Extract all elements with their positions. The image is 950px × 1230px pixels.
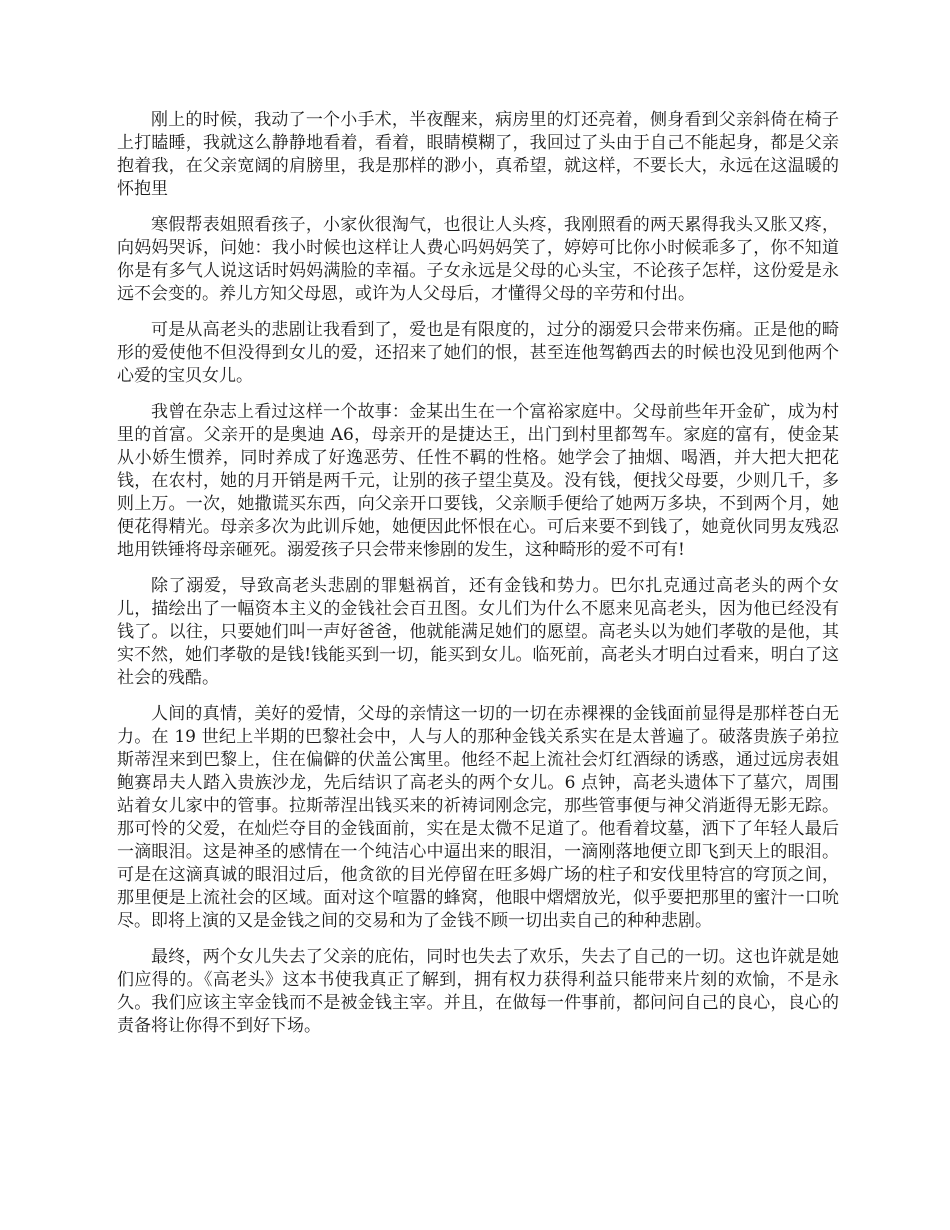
paragraph-7: 最终，两个女儿失去了父亲的庇佑，同时也失去了欢乐，失去了自己的一切。这也许就是她们应得的。《高老头》这本书使我真正了解到，拥有权力获得利益只能带来片刻的欢愉，不是永久。我们应该主宰金钱而不是被金钱主宰。并且，在做每一件事前，都问问自己的良心，良心的责备将让你得不到好下场。 — [117, 947, 839, 1036]
paragraph-6: 人间的真情，美好的爱情，父母的亲情这一切的一切在赤裸裸的金钱面前显得是那样苍白无力。在 19 世纪上半期的巴黎社会中，人与人的那种金钱关系实在是太普遍了。破落贵族子弟拉斯蒂涅来到巴黎上，住在偏僻的伏盖公寓里。他经不起上流社会灯红酒绿的诱惑，通过远房表姐鲍赛昂夫人踏入贵族沙龙，先后结识了高老头的两个女儿。6 点钟，高老头遗体下了墓穴，周围站着女儿家中的管事。拉斯蒂涅出钱买来的祈祷词刚念完，那些管事便与神父消逝得无影无踪。那可怜的父爱，在灿烂夺目的金钱面前，实在是太微不足道了。他看着坟墓，洒下了年轻人最后一滴眼泪。这是神圣的感情在一个纯洁心中逼出来的眼泪，一滴刚落地便立即飞到天上的眼泪。可是在这滴真诚的眼泪过后，他贪欲的目光停留在旺多姆广场的柱子和安伐里特宫的穹顶之间，那里便是上流社会的区域。面对这个喧嚣的蜂窝，他眼中熠熠放光，似乎要把那里的蜜汁一口吮尽。即将上演的又是金钱之间的交易和为了金钱不顾一切出卖自己的种种悲剧。 — [117, 704, 839, 931]
paragraph-2: 寒假帮表姐照看孩子，小家伙很淘气，也很让人头疼，我刚照看的两天累得我头又胀又疼，向妈妈哭诉，问她：我小时候也这样让人费心吗妈妈笑了，婷婷可比你小时候乖多了，你不知道你是有多气人说这话时妈妈满脸的幸福。子女永远是父母的心头宝，不论孩子怎样，这份爱是永远不会变的。养儿方知父母恩，或许为人父母后，才懂得父母的辛劳和付出。 — [117, 215, 839, 304]
document-body — [117, 109, 839, 1051]
paragraph-1: 刚上的时候，我动了一个小手术，半夜醒来，病房里的灯还亮着，侧身看到父亲斜倚在椅子上打瞌睡，我就这么静静地看着，看着，眼睛模糊了，我回过了头由于自己不能起身，都是父亲抱着我，在父亲宽阔的肩膀里，我是那样的渺小，真希望，就这样，不要长大，永远在这温暖的怀抱里 — [117, 110, 839, 199]
paragraph-5: 除了溺爱，导致高老头悲剧的罪魁祸首，还有金钱和势力。巴尔扎克通过高老头的两个女儿，描绘出了一幅资本主义的金钱社会百丑图。女儿们为什么不愿来见高老头，因为他已经没有钱了。以往，只要她们叫一声好爸爸，他就能满足她们的愿望。高老头以为她们孝敬的是他，其实不然，她们孝敬的是钱!钱能买到一切，能买到女儿。临死前，高老头才明白过看来，明白了这社会的残酷。 — [117, 576, 839, 688]
paragraph-4: 我曾在杂志上看过这样一个故事：金某出生在一个富裕家庭中。父母前些年开金矿，成为村里的首富。父亲开的是奥迪 A6，母亲开的是捷达王，出门到村里都驾车。家庭的富有，使金某从小娇生惯养，同时养成了好逸恶劳、任性不羁的性格。她学会了抽烟、喝酒，并大把大把花钱，在农村，她的月开销是两千元，让别的孩子望尘莫及。没有钱，便找父母要，少则几千，多则上万。一次，她撒谎买东西，向父亲开口要钱，父亲顺手便给了她两万多块，不到两个月，她便花得精光。母亲多次为此训斥她，她便因此怀恨在心。可后来要不到钱了，她竟伙同男友残忍地用铁锤将母亲砸死。溺爱孩子只会带来惨剧的发生，这种畸形的爱不可有! — [117, 402, 839, 560]
paragraph-3: 可是从高老头的悲剧让我看到了，爱也是有限度的，过分的溺爱只会带来伤痛。正是他的畸形的爱使他不但没得到女儿的爱，还招来了她们的恨，甚至连他驾鹤西去的时候也没见到他两个心爱的宝贝女儿。 — [117, 320, 839, 386]
